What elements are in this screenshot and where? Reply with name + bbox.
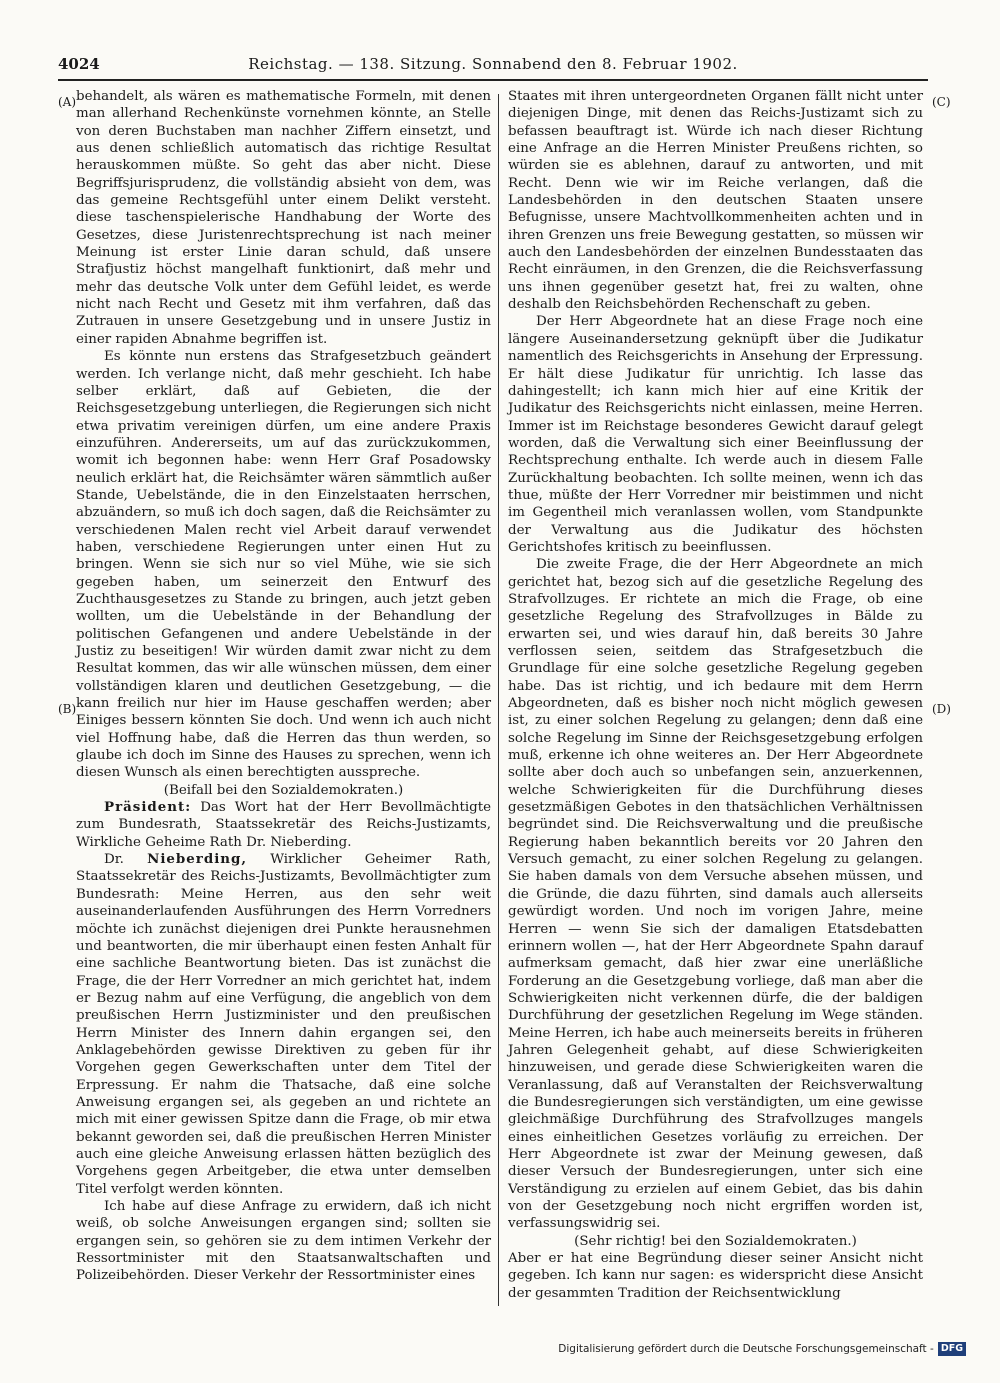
applause-note: (Beifall bei den Sozialdemokraten.): [163, 782, 404, 798]
nieberding-speech: [76, 851, 491, 1198]
digitization-credit: [558, 1340, 966, 1358]
speech-text: Wirklicher Geheimer Rath, Staatssekretär des Reichs-Justizamts, Bevollmächtigter zum Bundesrath: Meine Herren, aus den sehr weit auseinanderlaufenden Ausführungen des Herrn Vorredners möchte ich zunächst diejenigen drei Punkte herausnehmen und beantworten, die mir überhaupt einen festen Anhalt für eine sachliche Beantwortung bieten. Das ist zunächst die Frage, die der Herr Vorredner an mich gerichtet hat, indem er Bezug nahm auf eine Verfügung, die angeblich von dem preußischen Herrn Justizminister und den preußischen Herrn Minister des Innern dahin ergangen sei, den Anklagebehörden gewisse Direktiven zu geben für ihr Vorgehen gegen Gewerkschaften unter dem Titel der Erpressung. Er nahm die Thatsache, daß eine solche Anweisung ergangen sei, als gegeben an und richtete an mich mit einer gewissen Spitze dann die Frage, ob mir etwa bekannt geworden sei, daß die preußischen Herren Minister auch eine gleiche Anweisung erlassen hätten bezüglich des Vorgehens gegen Arbeitgeber, die etwa unter demselben Titel verfolgt werden könnten.: [76, 852, 491, 1197]
page-header: [58, 50, 928, 78]
margin-marker-b: (B): [58, 702, 77, 716]
header-rule: [58, 79, 928, 81]
margin-marker-c: (C): [932, 95, 951, 109]
paragraph: Ich habe auf diese Anfrage zu erwidern, daß ich nicht weiß, ob solche Anweisungen ergangen sind; sollten sie ergangen sein, so gehören sie zu dem intimen Verkehr der Ressortminister mit den Staatsanwaltschaften und Polizeibehörden. Dieser Verkehr der Ressortminister eines: [76, 1199, 491, 1284]
column-divider: [498, 94, 499, 1306]
speech-text: Das Wort hat der Herr Bevollmächtigte zum Bundesrath, Staatssekretär des Reichs-Justizamts, Wirkliche Geheime Rath Dr. Nieberding.: [76, 800, 491, 850]
right-column: [508, 88, 923, 1302]
margin-marker-d: (D): [932, 702, 951, 716]
paragraph: behandelt, als wären es mathematische Formeln, mit denen man allerhand Rechenkünste vornehmen könnte, an Stelle von deren Buchstaben man nachher Ziffern einsetzt, und aus denen schließlich automatisch das richtige Resultat herauskommen müßte. So geht das aber nicht. Diese Begriffsjurisprudenz, die vollständig absieht von dem, was das gemeine Rechtsgefühl unter einem Delikt versteht. diese taschenspielerische Handhabung der Worte des Gesetzes, diese Juristenrechtsprechung ist nach meiner Meinung ist erster Linie daran schuld, daß unsere Strafjustiz höchst mangelhaft funktionirt, daß mehr und mehr das deutsche Volk unter dem Gefühl leidet, es werde nicht nach Recht und Gesetz mit ihm verfahren, daß das Zutrauen in unsere Gesetzgebung und in unsere Justiz in einer rapiden Abnahme begriffen ist.: [76, 89, 491, 347]
speaker-name: Nieberding,: [147, 851, 248, 868]
credit-text: Digitalisierung gefördert durch die Deutsche Forschungsgemeinschaft -: [558, 1343, 934, 1355]
paragraph: Staates mit ihren untergeordneten Organen fällt nicht unter diejenigen Dinge, mit denen das Reichs-Justizamt sich zu befassen beauftragt ist. Würde ich nach dieser Richtung eine Anfrage an die Herren Minister Preußens richten, so würden sie es ablehnen, darauf zu antworten, und mit Recht. Denn wie wir im Reiche verlangen, daß die Landesbehörden in den deutschen Staaten unsere Befugnisse, unsere Machtvollkommenheiten achten und in ihren Grenzen uns freie Bewegung gestatten, so müssen wir auch den Landesbehörden der einzelnen Bundesstaaten das Recht einräumen, in den Grenzen, die die Reichsverfassung uns ihnen gegenüber gesetzt hat, frei zu walten, ohne deshalb den Reichsbehörden Rechenschaft zu geben.: [508, 89, 923, 313]
paragraph: Aber er hat eine Begründung dieser seiner Ansicht nicht gegeben. Ich kann nur sagen: es widerspricht diese Ansicht der gesammten Tradition der Reichsentwicklung: [508, 1251, 923, 1301]
speaker-prefix: Dr.: [104, 852, 124, 868]
running-title: Reichstag. — 138. Sitzung. Sonnabend den 8. Februar 1902.: [248, 55, 738, 73]
margin-marker-a: (A): [58, 95, 77, 109]
dfg-logo-icon: DFG: [938, 1342, 966, 1356]
paragraph: Es könnte nun erstens das Strafgesetzbuch geändert werden. Ich verlange nicht, daß mehr geschieht. Ich habe selber erklärt, daß auf Gebieten, die der Reichsgesetzgebung unterliegen, die Regierungen sich nicht etwa privatim vereinigen dürfen, um eine andere Praxis einzuführen. Andererseits, um auf das zurückzukommen, womit ich begonnen habe: wenn Herr Graf Posadowsky neulich erklärt hat, die Reichsämter wären sämmtlich außer Stande, Uebelstände, die in den Einzelstaaten herrschen, abzuändern, so muß ich doch sagen, daß die Reichsämter zu verschiedenen Malen recht viel Arbeit darauf verwendet haben, verschiedene Regierungen unter einen Hut zu bringen. Wenn sie sich nur so viel Mühe, wie sie sich gegeben haben, um seinerzeit den Entwurf des Zuchthausgesetzes zu Stande zu bringen, auch jetzt geben wollten, um die Uebelstände in der Behandlung der politischen Gefangenen und andere Uebelstände in der Justiz zu beseitigen! Wir würden damit zwar nicht zu dem Resultat kommen, das wir alle wünschen müssen, dem einer vollständigen klaren und deutlichen Gesetzgebung, — die kann freilich nur hier im Hause geschaffen werden; aber Einiges bessern könnten Sie doch. Und wenn ich auch nicht viel Hoffnung habe, daß die Herren das thun werden, so glaube ich doch im Sinne des Hauses zu sprechen, wenn ich diesen Wunsch als einen berechtigten ausspreche.: [76, 349, 491, 781]
speaker-name: Präsident:: [104, 799, 192, 816]
paragraph: Die zweite Frage, die der Herr Abgeordnete an mich gerichtet hat, bezog sich auf die gesetzliche Regelung des Strafvollzuges. Er richtete an mich die Frage, ob eine gesetzliche Regelung des Strafvollzuges in Bälde zu erwarten sei, und wies darauf hin, daß bereits 30 Jahre verflossen seien, seitdem das Strafgesetzbuch die Grundlage für eine solche gesetzliche Regelung gegeben habe. Das ist richtig, und ich bedaure mit dem Herrn Abgeordneten, daß es bisher noch nicht möglich gewesen ist, zu einer solchen Regelung zu gelangen; denn daß eine solche Regelung im Sinne der Reichsgesetzgebung erfolgen muß, erkenne ich ohne weiteres an. Der Herr Abgeordnete sollte aber doch auch so unbefangen sein, anzuerkennen, welche Schwierigkeiten für die Durchführung dieses gesetzmäßigen Gebotes in den thatsächlichen Verhältnissen begründet sind. Die Reichsverwaltung und die preußische Regierung haben bekanntlich bereits vor 20 Jahren den Versuch gemacht, zu einer solchen Regelung zu gelangen. Sie haben damals von dem Versuche absehen müssen, und die Gründe, die dazu führten, sind damals auch allerseits gewürdigt worden. Und noch im vorigen Jahre, meine Herren — wenn Sie sich der damaligen Etatsdebatten erinnern wollen —, hat der Herr Abgeordnete Spahn darauf aufmerksam gemacht, daß hier zwar eine unerläßliche Forderung an die Gesetzgebung vorliege, daß man aber die Schwierigkeiten nicht verkennen dürfe, die der baldigen Durchführung der gesetzlichen Regelung im Wege ständen. Meine Herren, ich habe auch meinerseits bereits in früheren Jahren Gelegenheit gehabt, auf diese Schwierigkeiten hinzuweisen, und gerade diese Schwierigkeiten waren die Veranlassung, daß auf Veranstalten der Reichsverwaltung die Bundesregierungen sich verständigten, um eine gewisse gleichmäßige Durchführung des Strafvollzuges mangels eines einheitlichen Gesetzes vorläufig zu erreichen. Der Herr Abgeordnete ist zwar der Meinung gewesen, daß dieser Versuch der Bundesregierungen, unter sich eine Verständigung zu erzielen auf einem Gebiet, das bis dahin von der Gesetzgebung noch nicht ergriffen worden ist, verfassungswidrig sei.: [508, 557, 923, 1232]
interjection-note: (Sehr richtig! bei den Sozialdemokraten.): [574, 1233, 857, 1249]
paragraph: Der Herr Abgeordnete hat an diese Frage noch eine längere Auseinandersetzung geknüpft über die Judikatur namentlich des Reichsgerichts in Ansehung der Erpressung. Er hält diese Judikatur für unrichtig. Ich lasse das dahingestellt; ich kann mich hier auf eine Kritik der Judikatur des Reichsgerichts nicht einlassen, meine Herren. Immer ist im Reichstage besonderes Gewicht darauf gelegt worden, daß die Verwaltung sich einer Beeinflussung der Rechtsprechung enthalte. Ich werde auch in diesem Falle Zurückhaltung beobachten. Ich sollte meinen, wenn ich das thue, müßte der Herr Vorredner mir beistimmen und nicht im Gegentheil mich veranlassen wollen, vom Standpunkte der Verwaltung aus die Judikatur des höchsten Gerichtshofes kritisch zu beeinflussen.: [508, 314, 923, 555]
page-number: 4024: [58, 55, 100, 73]
president-speech: [76, 799, 491, 851]
left-column: [76, 88, 491, 1285]
